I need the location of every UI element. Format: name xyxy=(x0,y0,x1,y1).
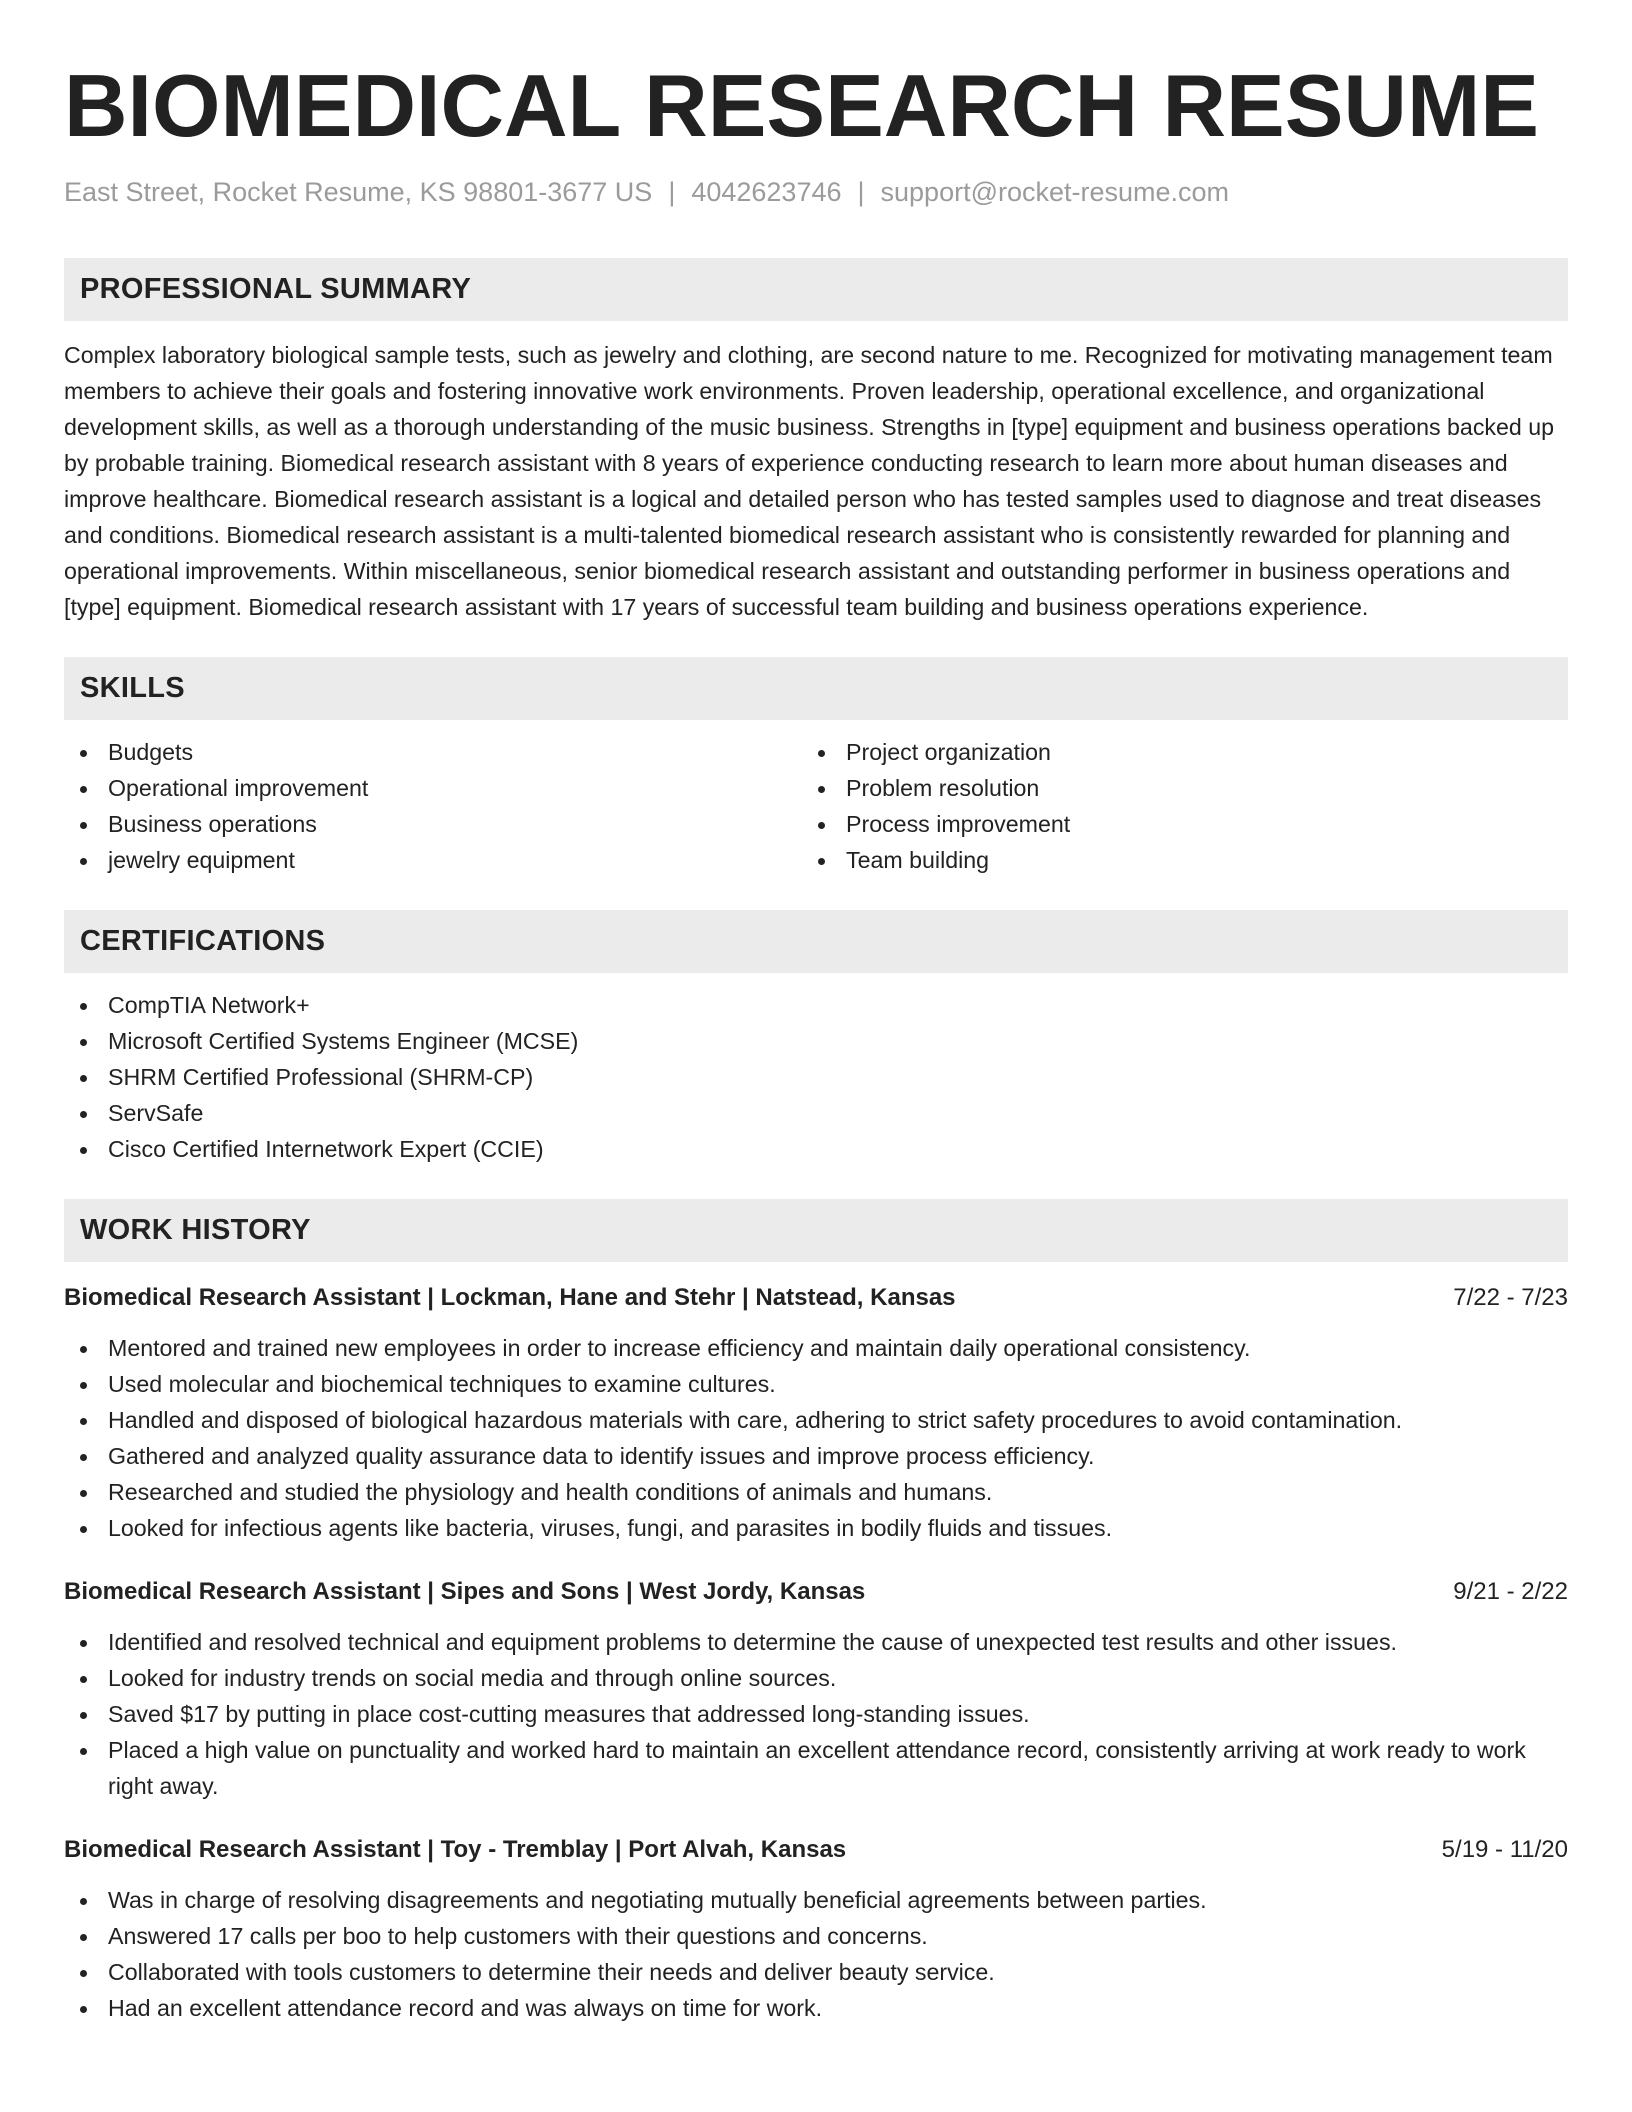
job-dates: 9/21 - 2/22 xyxy=(1453,1578,1568,1606)
job-bullets xyxy=(64,1624,1568,1804)
job-header xyxy=(64,1280,1568,1316)
contact-address: East Street, Rocket Resume, KS 98801-3677 US xyxy=(64,177,653,207)
job-dates: 5/19 - 11/20 xyxy=(1441,1836,1568,1864)
certification-item: CompTIA Network+ xyxy=(64,987,1568,1023)
section-heading-work-history: WORK HISTORY xyxy=(64,1199,1568,1262)
certification-item: ServSafe xyxy=(64,1095,1568,1131)
skill-item: Process improvement xyxy=(802,806,1540,842)
skills-columns xyxy=(64,734,1568,878)
contact-email: support@rocket-resume.com xyxy=(880,177,1230,207)
skills-list-right xyxy=(802,734,1540,878)
summary-text: Complex laboratory biological sample tests, such as jewelry and clothing, are second nature to me. Recognized for motivating management team members to achieve their goals and fostering innovative work environments. Proven leadership, operational excellence, and organizational development skills, as well as a thorough understanding of the music business. Strengths in [type] equipment and business operations backed up by probable training. Biomedical research assistant with 8 years of experience conducting research to learn more about human diseases and improve healthcare. Biomedical research assistant is a logical and detailed person who has tested samples used to diagnose and treat diseases and conditions. Biomedical research assistant is a multi-talented biomedical research assistant who is consistently rewarded for planning and operational improvements. Within miscellaneous, senior biomedical research assistant and outstanding performer in business operations and [type] equipment. Biomedical research assistant with 17 years of successful team building and business operations experience. xyxy=(64,342,1555,621)
skill-item: Budgets xyxy=(64,734,802,770)
resume-title: BIOMEDICAL RESEARCH RESUME xyxy=(64,56,1539,155)
job-header xyxy=(64,1832,1568,1868)
job-bullet: Collaborated with tools customers to determine their needs and deliver beauty service. xyxy=(64,1954,1568,1990)
skill-item: Problem resolution xyxy=(802,770,1540,806)
job-bullet: Used molecular and biochemical techniques to examine cultures. xyxy=(64,1366,1568,1402)
contact-separator: | xyxy=(668,177,676,207)
job-entry xyxy=(64,1574,1568,1804)
job-title: Biomedical Research Assistant | Lockman, Hane and Stehr | Natstead, Kansas xyxy=(64,1284,956,1312)
job-bullet: Looked for infectious agents like bacteria, viruses, fungi, and parasites in bodily fluids and tissues. xyxy=(64,1510,1568,1546)
job-bullet: Identified and resolved technical and equipment problems to determine the cause of unexpected test results and other issues. xyxy=(64,1624,1568,1660)
contact-phone: 4042623746 xyxy=(691,177,842,207)
job-bullet: Was in charge of resolving disagreements and negotiating mutually beneficial agreements between parties. xyxy=(64,1882,1568,1918)
job-title: Biomedical Research Assistant | Toy - Tremblay | Port Alvah, Kansas xyxy=(64,1836,847,1864)
job-bullet: Saved $17 by putting in place cost-cutting measures that addressed long-standing issues. xyxy=(64,1696,1568,1732)
section-heading-certifications: CERTIFICATIONS xyxy=(64,910,1568,973)
job-bullet: Looked for industry trends on social media and through online sources. xyxy=(64,1660,1568,1696)
section-heading-skills: SKILLS xyxy=(64,657,1568,720)
job-title: Biomedical Research Assistant | Sipes and Sons | West Jordy, Kansas xyxy=(64,1578,866,1606)
job-bullets xyxy=(64,1330,1568,1546)
job-bullet: Placed a high value on punctuality and worked hard to maintain an excellent attendance record, consistently arriving at work ready to work right away. xyxy=(64,1732,1568,1804)
job-entry xyxy=(64,1280,1568,1546)
job-bullet: Handled and disposed of biological hazardous materials with care, adhering to strict safety procedures to avoid contamination. xyxy=(64,1402,1568,1438)
skill-item: Business operations xyxy=(64,806,802,842)
job-entry xyxy=(64,1832,1568,2026)
skill-item: jewelry equipment xyxy=(64,842,802,878)
job-bullet: Mentored and trained new employees in order to increase efficiency and maintain daily operational consistency. xyxy=(64,1330,1568,1366)
job-bullet: Researched and studied the physiology and health conditions of animals and humans. xyxy=(64,1474,1568,1510)
job-bullet: Answered 17 calls per boo to help customers with their questions and concerns. xyxy=(64,1918,1568,1954)
job-bullet: Gathered and analyzed quality assurance data to identify issues and improve process efficiency. xyxy=(64,1438,1568,1474)
section-heading-summary: PROFESSIONAL SUMMARY xyxy=(64,258,1568,321)
job-header xyxy=(64,1574,1568,1610)
skill-item: Operational improvement xyxy=(64,770,802,806)
certification-item: SHRM Certified Professional (SHRM-CP) xyxy=(64,1059,1568,1095)
job-bullets xyxy=(64,1882,1568,2026)
certification-item: Microsoft Certified Systems Engineer (MCSE) xyxy=(64,1023,1568,1059)
job-dates: 7/22 - 7/23 xyxy=(1453,1284,1568,1312)
skill-item: Project organization xyxy=(802,734,1540,770)
job-bullet: Had an excellent attendance record and was always on time for work. xyxy=(64,1990,1568,2026)
contact-line xyxy=(64,176,1568,208)
certifications-list xyxy=(64,987,1568,1167)
skills-list-left xyxy=(64,734,802,878)
certification-item: Cisco Certified Internetwork Expert (CCIE) xyxy=(64,1131,1568,1167)
contact-separator: | xyxy=(857,177,865,207)
skill-item: Team building xyxy=(802,842,1540,878)
